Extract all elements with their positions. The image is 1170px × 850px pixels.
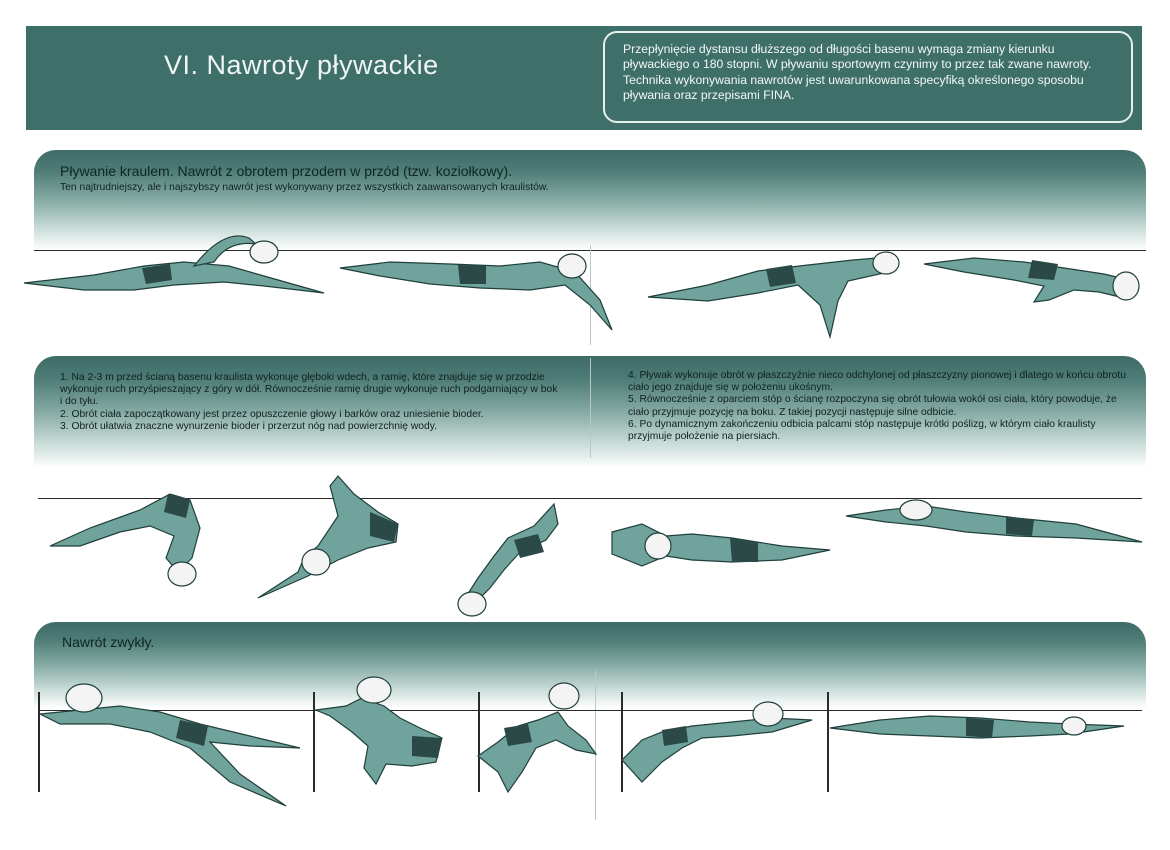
flip-turn-figure-3 xyxy=(454,504,564,618)
intro-box: Przepłynięcie dystansu dłuższego od długości basenu wymaga zmiany kierunku pływackiego o 180 stopni. W pływaniu sportowym czynimy to przez tak zwane nawroty. Technika wykonywania nawrotów jest uwarunkowana specyfiką określonego sposobu pływania oraz przepisami FINA. xyxy=(603,31,1133,123)
flip-turn-figure-4 xyxy=(612,516,832,576)
swimmer-figure-2 xyxy=(340,250,620,340)
section-regular-heading: Nawrót zwykły. xyxy=(62,634,155,650)
step-2: 2. Obrót ciała zapoczątkowany jest przez opuszczenie głowy i barków oraz uniesienie bioder. xyxy=(60,408,484,420)
regular-turn-figure-2 xyxy=(316,672,466,792)
section-crawl-heading: Pływanie kraulem. Nawrót z obrotem przodem w przód (tzw. koziołkowy). xyxy=(60,163,513,179)
step-1: 1. Na 2-3 m przed ścianą basenu kraulista wykonuje głęboki wdech, a ramię, które znajduje się w przodzie wykonuje ruch przyśpieszający z góry w dół. Równocześnie ramię drugie wykonuje ruch podgarniający w bok i do tyłu. xyxy=(60,372,558,408)
swimmer-figure-3 xyxy=(648,245,908,340)
page-title: VI. Nawroty pływackie xyxy=(164,50,439,80)
step-3: 3. Obrót ułatwia znaczne wynurzenie bioder i przerzut nóg nad powierzchnię wody. xyxy=(60,420,437,432)
flip-turn-figure-1 xyxy=(50,488,210,588)
swimmer-figure-1 xyxy=(24,228,334,303)
steps-right xyxy=(628,370,1126,443)
section-crawl-description: Ten najtrudniejszy, ale i najszybszy nawrót jest wykonywany przez wszystkich zaawansowanych kraulistów. xyxy=(60,182,549,193)
swimmer-figure-4 xyxy=(924,250,1154,310)
regular-turn-figure-4 xyxy=(622,692,817,788)
regular-turn-figure-3 xyxy=(478,676,598,794)
steps-left xyxy=(60,372,558,433)
regular-turn-figure-1 xyxy=(40,676,305,810)
flip-turn-figure-2 xyxy=(258,476,408,604)
pool-wall-5 xyxy=(827,692,829,792)
step-6: 6. Po dynamicznym zakończeniu odbicia palcami stóp następuje krótki poślizg, w którym ciało kraulisty przyjmuje położenie na piersiach. xyxy=(628,418,1096,443)
pool-wall-2 xyxy=(313,692,315,792)
regular-turn-figure-5 xyxy=(830,704,1126,744)
step-4: 4. Pływak wykonuje obrót w płaszczyźnie nieco odchylonej od płaszczyzny pionowej i dlatego w końcu obrotu ciało jego znajduje się w położeniu ukośnym. xyxy=(628,370,1126,394)
step-5: 5. Równocześnie z oparciem stóp o ścianę rozpoczyna się obrót tułowia wokół osi ciała, który powoduje, że ciało przyjmuje pozycję na boku. Z takiej pozycji następuje silne odbicie. xyxy=(628,394,1117,418)
page-fold-2 xyxy=(590,358,591,458)
flip-turn-figure-5 xyxy=(846,496,1144,552)
